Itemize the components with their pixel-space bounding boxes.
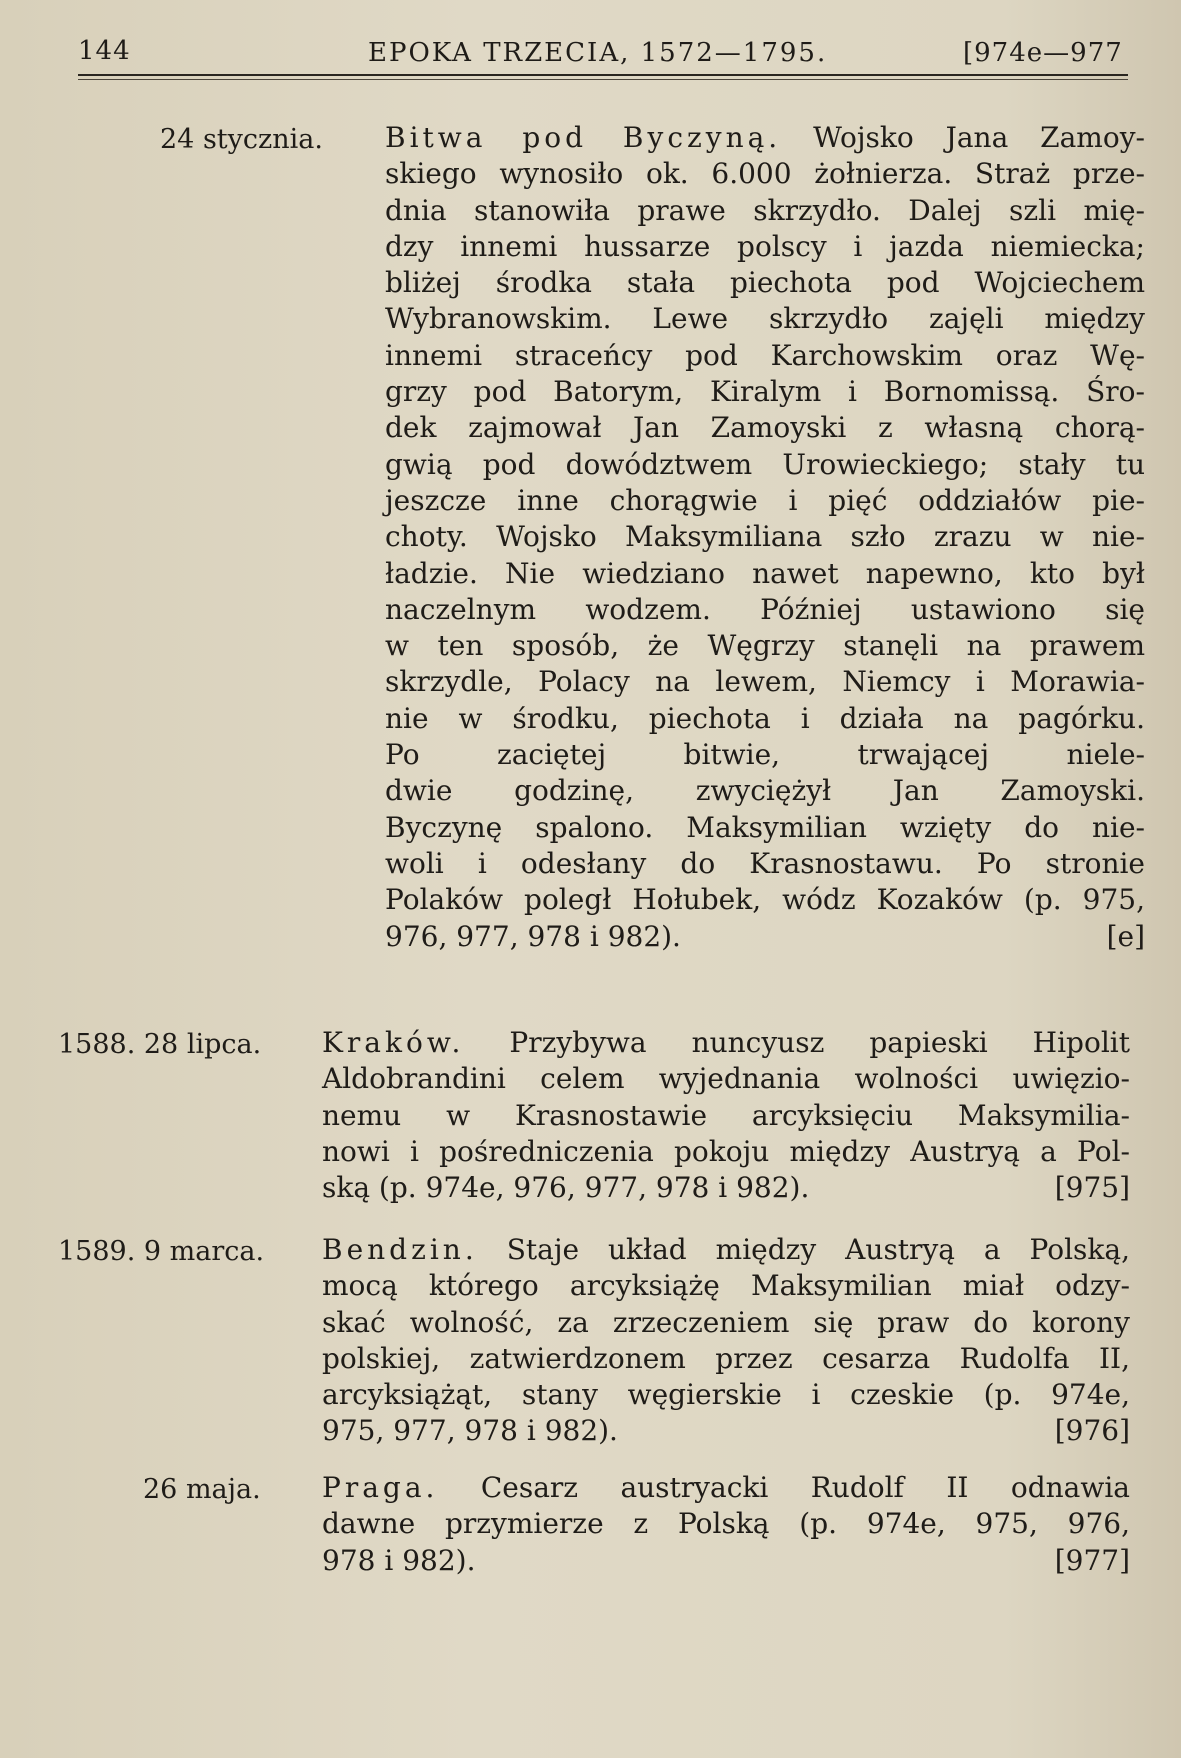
text-line: nie w środku, piechota i działa na pagórku. xyxy=(385,701,1145,735)
text-line: nemu w Krasnostawie arcyksięciu Maksymilia- xyxy=(322,1098,1130,1132)
text-line: Bitwa pod Byczyną. Wojsko Jana Zamoy- xyxy=(385,121,1145,154)
text-line: 975, 977, 978 i 982). [976] xyxy=(322,1413,1130,1449)
entry-number: [976] xyxy=(1054,1414,1130,1448)
entry-date: 1589. 9 marca. xyxy=(58,1236,265,1267)
entry-text xyxy=(322,1470,1130,1579)
entry-date: 26 maja. xyxy=(143,1474,261,1505)
text-line: skać wolność, za zrzeczeniem się praw do korony xyxy=(322,1305,1130,1339)
text-line: skiego wynosiło ok. 6.000 żołnierza. Straż prze- xyxy=(385,157,1145,191)
text-line: bliżej środka stała piechota pod Wojciechem xyxy=(385,266,1145,300)
text-line: Aldobrandini celem wyjednania wolności uwięzio- xyxy=(322,1062,1130,1096)
header-entry-range: [974e—977 xyxy=(963,38,1123,68)
text-line: Byczynę spalono. Maksymilian wzięty do nie- xyxy=(385,810,1145,844)
text-line: woli i odesłany do Krasnostawu. Po stronie xyxy=(385,846,1145,880)
text-line: innemi straceńcy pod Karchowskim oraz Wę- xyxy=(385,338,1145,372)
text-line: nowi i pośredniczenia pokoju między Austryą a Pol- xyxy=(322,1134,1130,1168)
header-title: EPOKA TRZECIA, 1572—1795. xyxy=(368,38,828,68)
entry-number: [977] xyxy=(1054,1543,1130,1577)
text-line: Kraków. Przybywa nuncyusz papieski Hipolit xyxy=(322,1026,1130,1059)
header-rule xyxy=(78,74,1128,76)
text-line: ską (p. 974e, 976, 977, 978 i 982). [975] xyxy=(322,1170,1130,1206)
text-line: Wybranowskim. Lewe skrzydło zajęli między xyxy=(385,302,1145,336)
text-line: mocą którego arcyksiążę Maksymilian miał odzy- xyxy=(322,1269,1130,1303)
entry-date: 24 stycznia. xyxy=(160,124,323,155)
text-line: Bendzin. Staje układ między Austryą a Polską, xyxy=(322,1233,1130,1266)
running-header xyxy=(78,30,1128,70)
text-line: ładzie. Nie wiedziano nawet napewno, kto był xyxy=(385,556,1145,590)
entry-text xyxy=(385,120,1145,955)
text-line: choty. Wojsko Maksymiliana szło zrazu w nie- xyxy=(385,520,1145,554)
text-line: grzy pod Batorym, Kiralym i Bornomissą. Śro- xyxy=(385,375,1145,409)
text-line: polskiej, zatwierdzonem przez cesarza Rudolfa II, xyxy=(322,1341,1130,1375)
text-line: 976, 977, 978 i 982). [e] xyxy=(385,919,1145,955)
text-line: dzy innemi hussarze polscy i jazda niemiecka; xyxy=(385,229,1145,263)
text-line: dwie godzinę, zwyciężył Jan Zamoyski. xyxy=(385,774,1145,808)
entry-text xyxy=(322,1232,1130,1450)
header-rule-thin xyxy=(78,79,1128,80)
text-line: dek zajmował Jan Zamoyski z własną chorą- xyxy=(385,411,1145,445)
entry-date: 1588. 28 lipca. xyxy=(58,1029,262,1060)
text-line: arcyksiążąt, stany węgierskie i czeskie (p. 974e, xyxy=(322,1378,1130,1412)
text-line: skrzydle, Polacy na lewem, Niemcy i Morawia- xyxy=(385,665,1145,699)
text-line: Po zaciętej bitwie, trwającej niele- xyxy=(385,738,1145,772)
text-line: dnia stanowiła prawe skrzydło. Dalej szli mię- xyxy=(385,193,1145,227)
text-line: w ten sposób, że Węgrzy stanęli na prawem xyxy=(385,629,1145,663)
text-line: Praga. Cesarz austryacki Rudolf II odnawia xyxy=(322,1471,1130,1504)
entry-text xyxy=(322,1025,1130,1206)
text-line: Polaków poległ Hołubek, wódz Kozaków (p. 975, xyxy=(385,883,1145,917)
text-line: naczelnym wodzem. Później ustawiono się xyxy=(385,592,1145,626)
text-line: 978 i 982). [977] xyxy=(322,1543,1130,1579)
text-line: gwią pod dowództwem Urowieckiego; stały tu xyxy=(385,447,1145,481)
entry-number: [e] xyxy=(1106,919,1145,953)
page-number: 144 xyxy=(78,36,131,66)
entry-number: [975] xyxy=(1054,1171,1130,1205)
text-line: jeszcze inne chorągwie i pięć oddziałów pie- xyxy=(385,483,1145,517)
text-line: dawne przymierze z Polską (p. 974e, 975, 976, xyxy=(322,1507,1130,1541)
